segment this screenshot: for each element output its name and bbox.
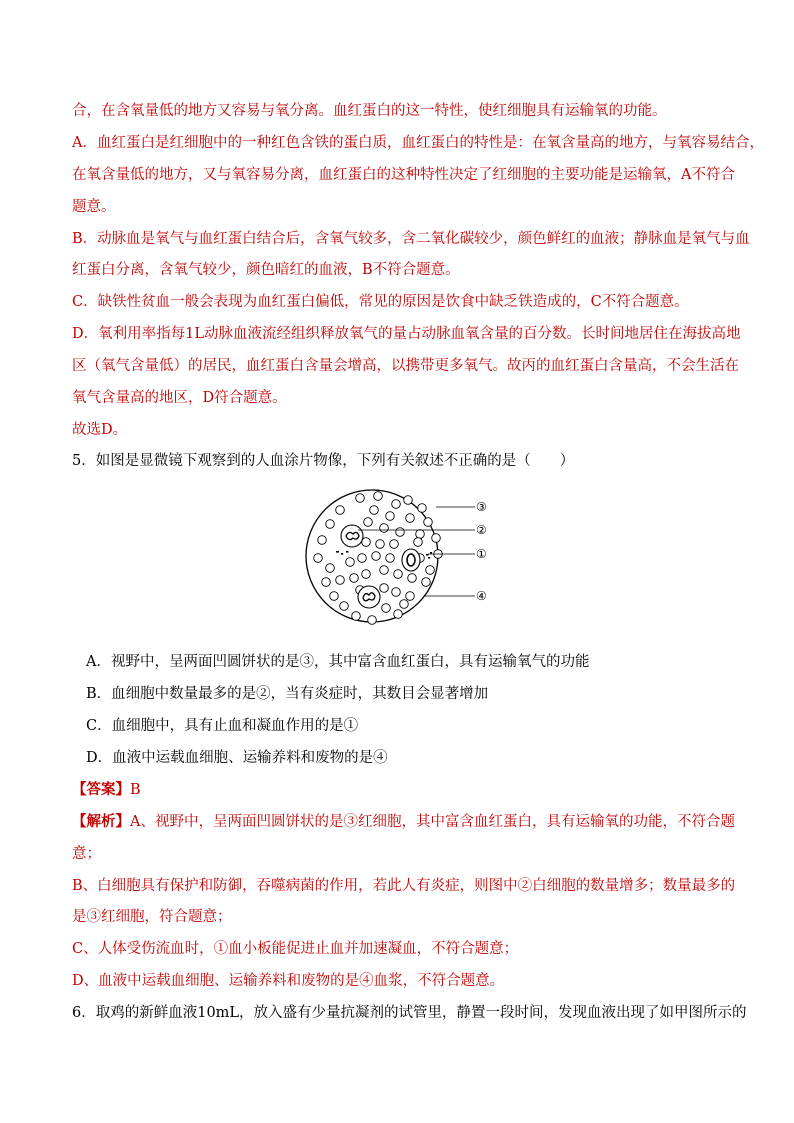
explanation-line: A．血红蛋白是红细胞中的一种红色含铁的蛋白质，血红蛋白的特性是：在氧含量高的地方，与氧容易结合，: [72, 135, 764, 151]
option-b: B．血细胞中数量最多的是②，当有炎症时，其数目会显著增加: [86, 686, 489, 702]
explanation-line: C．缺铁性贫血一般会表现为血红蛋白偏低，常见的原因是饮食中缺乏铁造成的，C不符合题意。: [72, 294, 689, 310]
red-blood-cell: [358, 554, 367, 563]
red-blood-cell: [426, 566, 435, 575]
explanation-line: 区（氧气含量低）的居民，血红蛋白含量会增高，以携带更多氧气。故丙的血红蛋白含量高，不会生活在: [72, 358, 739, 374]
white-blood-cell-2: [341, 525, 363, 547]
explanation-line: 合，在含氧量低的地方又容易与氧分离。血红蛋白的这一特性，使红细胞具有运输氧的功能。: [72, 103, 667, 119]
analysis-text: A、视野中，呈两面凹圆饼状的是③红细胞，其中富含血红蛋白，具有运输氧的功能，不符合题: [130, 814, 735, 830]
analysis-line: C、人体受伤流血时，①血小板能促进止血并加速凝血，不符合题意；: [72, 941, 519, 957]
red-blood-cell: [326, 520, 335, 529]
red-blood-cell: [418, 504, 427, 513]
red-blood-cell: [406, 514, 415, 523]
question-5-stem: 5．如图是显微镜下观察到的人血涂片物像，下列有关叙述不正确的是（ ）: [72, 453, 575, 469]
red-blood-cell: [394, 570, 403, 579]
red-blood-cell: [382, 604, 391, 613]
red-blood-cell: [370, 506, 379, 515]
red-blood-cell: [380, 524, 389, 533]
red-blood-cell: [390, 540, 399, 549]
explanation-line: 红蛋白分离，含氧气较少，颜色暗红的血液，B不符合题意。: [72, 262, 460, 278]
conclusion-line: 故选D。: [72, 422, 128, 438]
red-blood-cell: [380, 566, 389, 575]
red-blood-cell: [386, 512, 395, 521]
red-blood-cell: [386, 554, 395, 563]
red-blood-cell: [380, 584, 389, 593]
red-blood-cell: [336, 576, 345, 585]
red-blood-cell: [318, 536, 327, 545]
analysis-tag: 【解析】: [72, 813, 130, 830]
red-blood-cell: [330, 592, 339, 601]
explanation-line: 在氧含量低的地方，又与氧容易分离，血红蛋白的这种特性决定了红细胞的主要功能是运输氧，A不符合: [72, 167, 735, 183]
red-blood-cell: [340, 602, 349, 611]
red-blood-cell: [404, 496, 413, 505]
red-blood-cell: [368, 616, 377, 625]
option-d: D．血液中运载血细胞、运输养料和废物的是④: [86, 750, 388, 766]
red-blood-cell: [392, 500, 401, 509]
red-blood-cell: [394, 610, 403, 619]
red-blood-cell: [414, 538, 423, 547]
red-blood-cell: [352, 612, 361, 621]
red-blood-cell: [346, 558, 355, 567]
white-blood-cell-3: [402, 549, 420, 571]
analysis-line: D、血液中运载血细胞、运输养料和废物的是④血浆，不符合题意。: [72, 973, 505, 989]
red-blood-cell: [350, 574, 359, 583]
label-2: ②: [476, 523, 487, 537]
red-blood-cell: [356, 494, 365, 503]
label-3: ③: [476, 500, 487, 514]
red-blood-cell: [364, 518, 373, 527]
red-blood-cell: [372, 552, 381, 561]
analysis-line: [72, 812, 735, 832]
red-blood-cell: [362, 570, 371, 579]
red-blood-cell: [406, 592, 415, 601]
white-blood-cell: [358, 586, 380, 608]
option-c: C．血细胞中，具有止血和凝血作用的是①: [86, 718, 359, 734]
analysis-line: B、白细胞具有保护和防御，吞噬病菌的作用，若此人有炎症，则图中②白细胞的数量增多；数量最多的: [72, 878, 736, 894]
red-blood-cell: [422, 578, 431, 587]
red-blood-cell: [376, 540, 385, 549]
question-6-stem: 6．取鸡的新鲜血液10mL，放入盛有少量抗凝剂的试管里，静置一段时间，发现血液出现了如甲图所示的: [72, 1005, 747, 1021]
explanation-line: 题意。: [72, 199, 116, 215]
red-blood-cell: [314, 554, 323, 563]
red-blood-cell: [336, 506, 345, 515]
label-1: ①: [476, 547, 487, 561]
red-blood-cell: [416, 530, 425, 539]
explanation-line: D．氧利用率指每1L动脉血液流经组织释放氧气的量占动脉血氧含量的百分数。长时间地居住在海拔高地: [72, 326, 741, 342]
answer-value: B: [130, 782, 141, 798]
red-blood-cell: [408, 574, 417, 583]
red-blood-cell: [322, 578, 331, 587]
explanation-line: B．动脉血是氧气与血红蛋白结合后，含氧气较多，含二氧化碳较少，颜色鲜红的血液；静脉血是氧气与血: [72, 231, 750, 247]
answer-tag: 【答案】: [72, 781, 130, 798]
blood-smear-figure: [300, 482, 500, 632]
option-a: A．视野中，呈两面凹圆饼状的是③，其中富含血红蛋白，具有运输氧气的功能: [86, 654, 590, 670]
analysis-line: 是③红细胞，符合题意；: [72, 909, 232, 925]
red-blood-cell: [424, 518, 433, 527]
label-4: ④: [476, 589, 487, 603]
analysis-line: 意；: [72, 846, 101, 862]
red-blood-cell: [432, 534, 441, 543]
red-blood-cell: [400, 600, 409, 609]
red-blood-cell: [396, 528, 405, 537]
red-blood-cell: [326, 564, 335, 573]
explanation-line: 氧气含量高的地区，D符合题意。: [72, 390, 287, 406]
red-blood-cell: [392, 588, 401, 597]
answer-line: [72, 780, 141, 800]
red-blood-cell: [374, 492, 383, 501]
